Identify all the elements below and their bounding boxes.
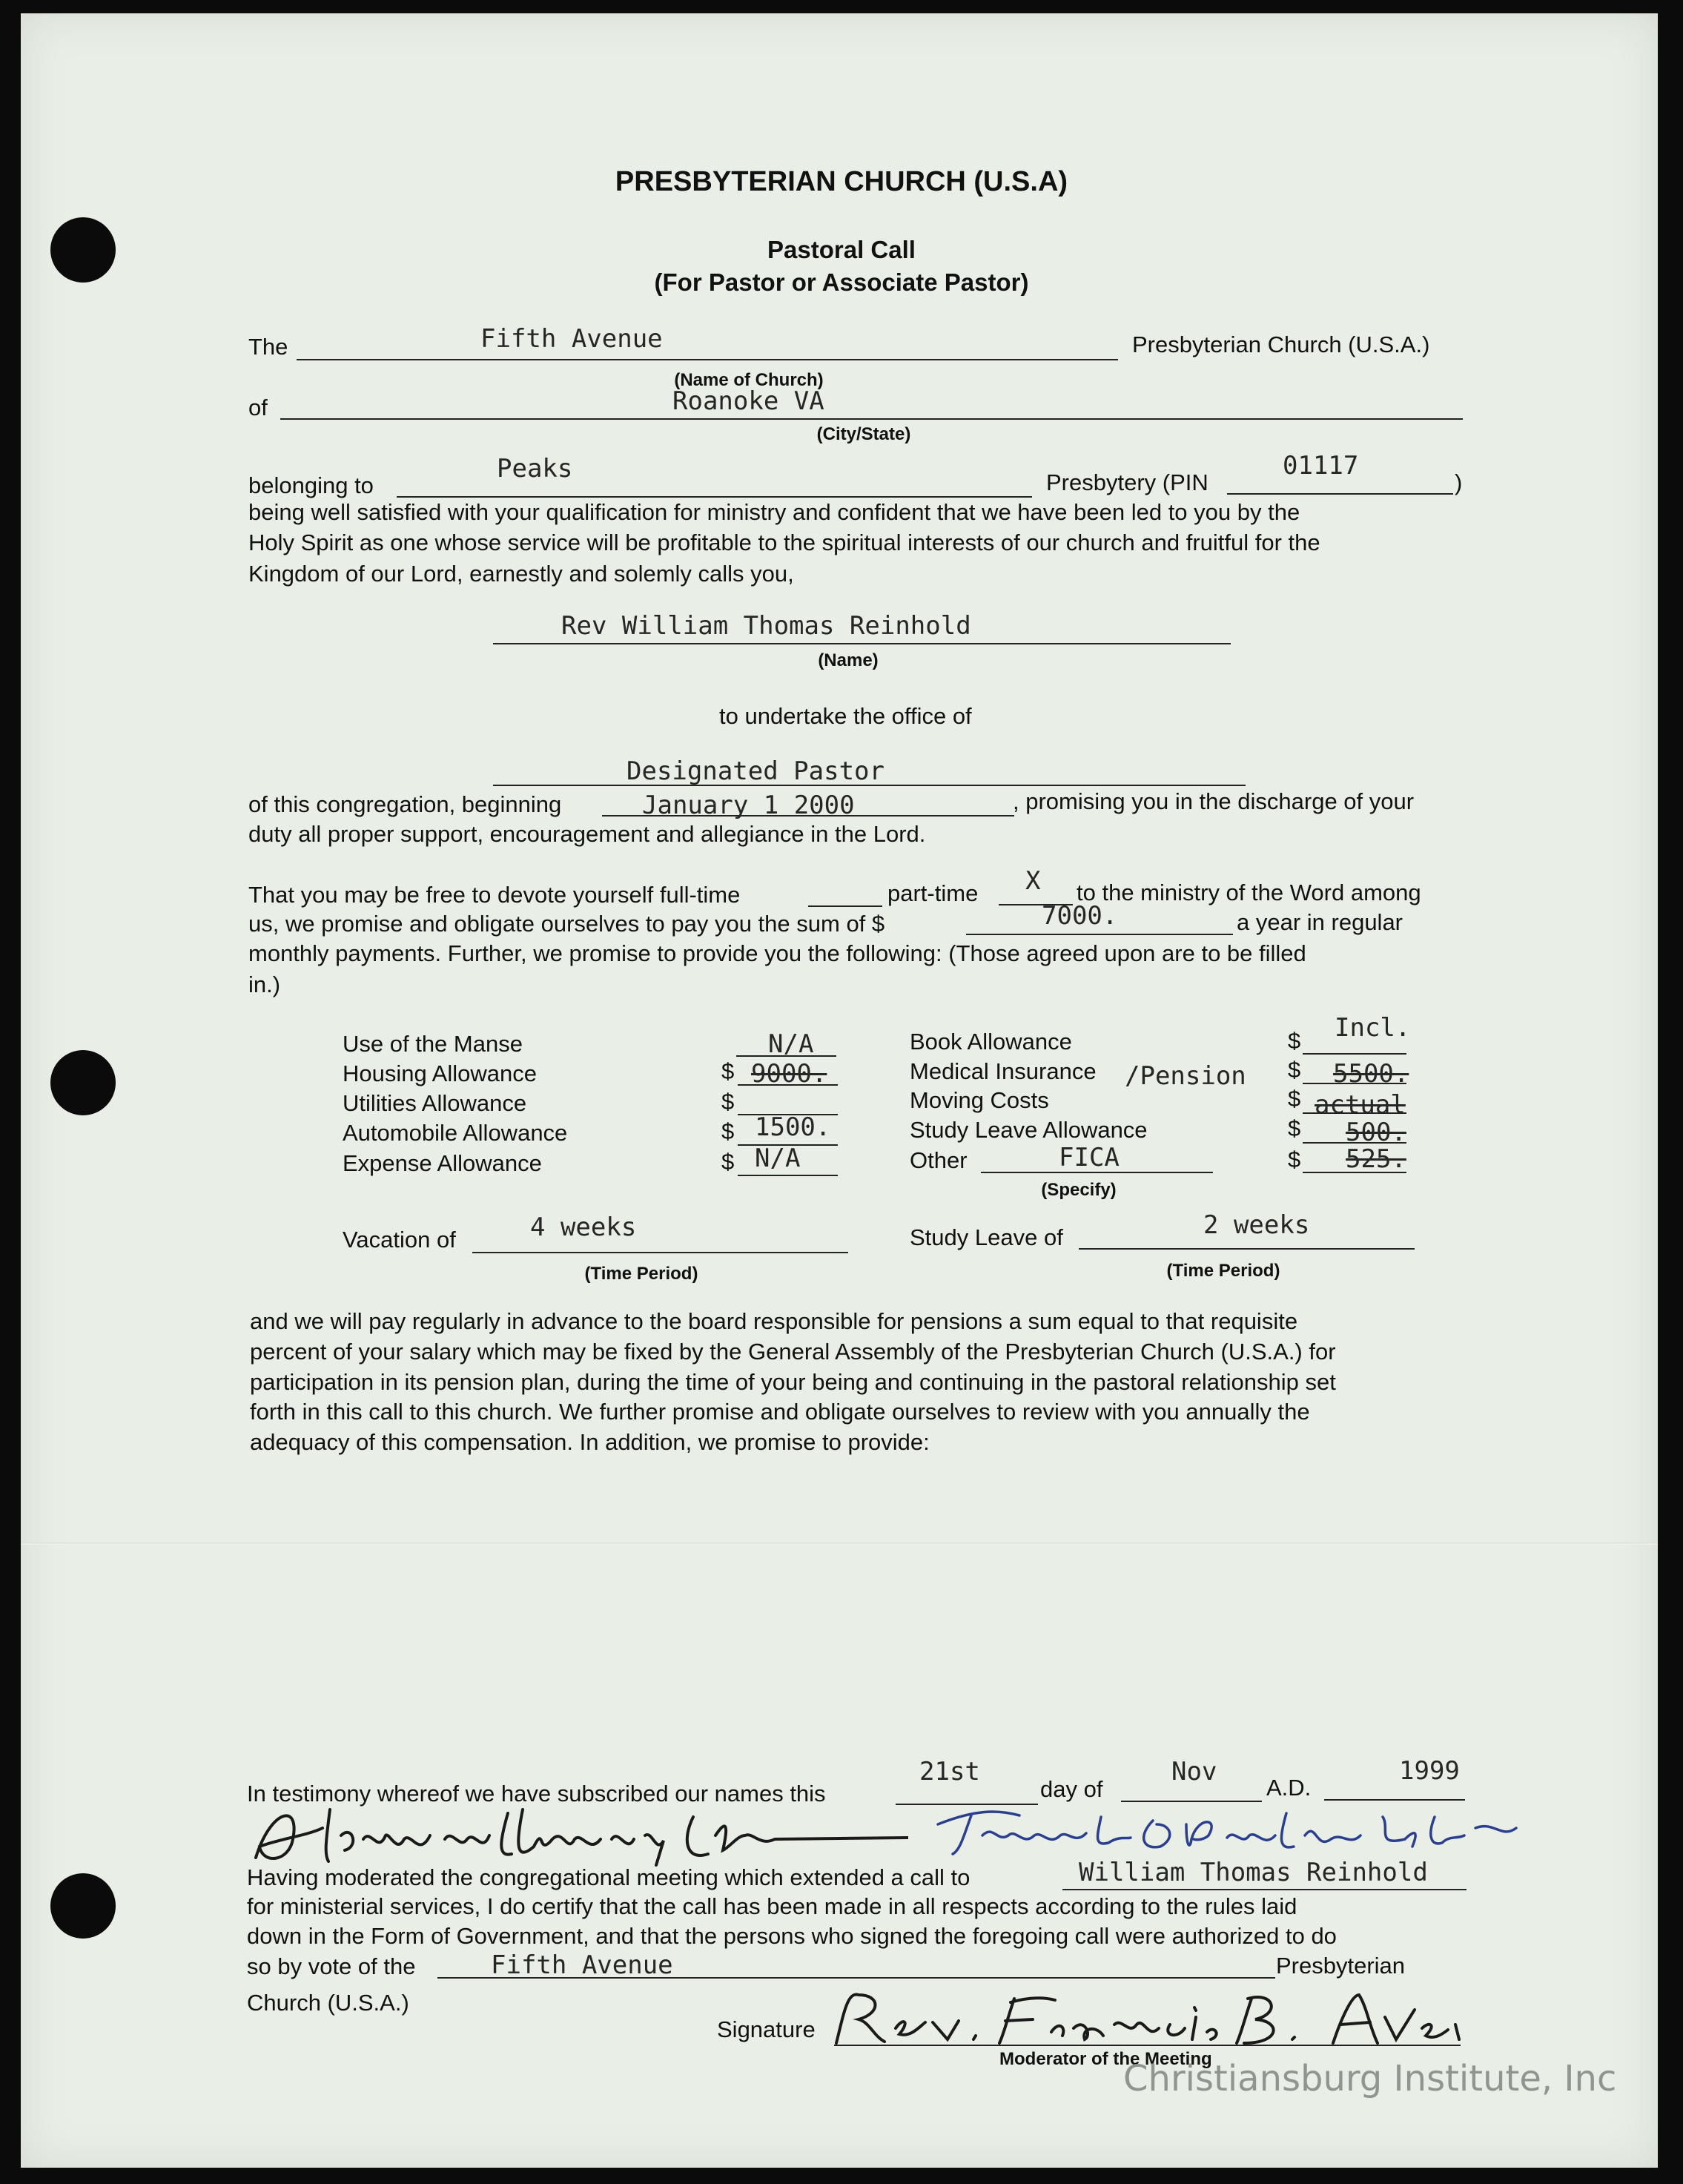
- moving-label: Moving Costs: [910, 1087, 1049, 1113]
- punch-hole-bottom: [50, 1873, 116, 1939]
- church-name-line: [297, 359, 1118, 360]
- duty-line: duty all proper support, encouragement and allegiance in the Lord.: [248, 821, 926, 847]
- called-name-field[interactable]: William Thomas Reinhold: [1079, 1858, 1428, 1887]
- comp-line2b: a year in regular: [1237, 909, 1403, 935]
- moving-value[interactable]: actual: [1315, 1090, 1406, 1120]
- city-caption: (City/State): [816, 424, 911, 444]
- city-state-field[interactable]: Roanoke VA: [672, 386, 824, 416]
- undertake-text: to undertake the office of: [719, 703, 972, 729]
- church-caption: (Name of Church): [674, 370, 824, 390]
- begin-date-field[interactable]: January 1 2000: [642, 791, 855, 820]
- punch-hole-middle: [50, 1050, 116, 1115]
- book-line: [1303, 1053, 1406, 1055]
- specify-caption: (Specify): [1041, 1180, 1117, 1200]
- housing-dollar: $: [721, 1058, 735, 1084]
- study-leave-caption: (Time Period): [1166, 1261, 1280, 1281]
- comp-line1c: to the ministry of the Word among: [1077, 880, 1421, 905]
- pension-line1: and we will pay regularly in advance to the board responsible for pensions a sum equal to that requisite: [250, 1308, 1298, 1334]
- fold-crease: [21, 1543, 1658, 1545]
- book-value[interactable]: Incl.: [1335, 1013, 1411, 1043]
- comp-line2a: us, we promise and obligate ourselves to pay you the sum of $: [248, 911, 885, 937]
- moderator-line3: down in the Form of Government, and that the persons who signed the foregoing call were authorized to do: [247, 1923, 1337, 1949]
- automobile-dollar: $: [721, 1118, 735, 1144]
- housing-label: Housing Allowance: [343, 1060, 537, 1086]
- elder-signature-2: [930, 1795, 1524, 1861]
- other-dollar: $: [1288, 1147, 1301, 1172]
- pension-line5: adequacy of this compensation. In addition, we promise to provide:: [250, 1429, 930, 1455]
- presbytery-field[interactable]: Peaks: [497, 454, 573, 484]
- study-allow-label: Study Leave Allowance: [910, 1117, 1148, 1143]
- study-leave-line: [1079, 1248, 1415, 1250]
- pin-field[interactable]: 01117: [1283, 451, 1359, 481]
- expense-value[interactable]: N/A: [755, 1144, 801, 1173]
- vacation-field[interactable]: 4 weeks: [530, 1213, 637, 1242]
- congregation-label: of this congregation, beginning: [248, 791, 562, 817]
- book-label: Book Allowance: [910, 1029, 1072, 1055]
- automobile-label: Automobile Allowance: [343, 1120, 568, 1146]
- testimony-lead: In testimony whereof we have subscribed our names this: [247, 1781, 826, 1807]
- medical-label: Medical Insurance: [910, 1058, 1097, 1084]
- pin-line: [1227, 493, 1453, 495]
- salary-line: [966, 934, 1233, 935]
- ad-label: A.D.: [1266, 1775, 1312, 1801]
- pension-line2: percent of your salary which may be fixed by the General Assembly of the Presbyterian Church (U.S.A.) for: [250, 1339, 1336, 1365]
- vote-church-field[interactable]: Fifth Avenue: [491, 1950, 673, 1980]
- manse-value[interactable]: N/A: [768, 1029, 814, 1059]
- medical-dollar: $: [1288, 1057, 1301, 1083]
- para1-line2: Holy Spirit as one whose service will be profitable to the spiritual interests of our church and fruitful for the: [248, 529, 1320, 555]
- other-spec-field[interactable]: FICA: [1059, 1143, 1120, 1172]
- study-allow-value[interactable]: 500.: [1346, 1118, 1406, 1147]
- moderator-line4a: so by vote of the: [247, 1953, 416, 1979]
- presbytery-line: [397, 496, 1032, 498]
- office-field[interactable]: Designated Pastor: [626, 756, 885, 786]
- study-allow-dollar: $: [1288, 1115, 1301, 1141]
- book-dollar: $: [1288, 1028, 1301, 1054]
- church-suffix: Presbyterian Church (U.S.A.): [1132, 331, 1430, 357]
- comp-line1b: part-time: [887, 880, 979, 906]
- pastor-name-line: [493, 643, 1231, 644]
- moderator-line5: Church (U.S.A.): [247, 1990, 409, 2016]
- para1-line3: Kingdom of our Lord, earnestly and solemly calls you,: [248, 561, 794, 587]
- comp-line3: monthly payments. Further, we promise to provide you the following: (Those agreed upon are to be filled: [248, 940, 1306, 966]
- para1-line1: being well satisfied with your qualification for ministry and confident that we have been led to you by the: [248, 499, 1300, 525]
- study-leave-label: Study Leave of: [910, 1224, 1063, 1250]
- manse-label: Use of the Manse: [343, 1031, 523, 1057]
- watermark-text: Christiansburg Institute, Inc: [1123, 2058, 1617, 2099]
- vacation-label: Vacation of: [343, 1227, 456, 1253]
- pastor-name-field[interactable]: Rev William Thomas Reinhold: [561, 611, 971, 641]
- salary-field[interactable]: 7000.: [1042, 901, 1118, 931]
- pin-close: ): [1455, 469, 1463, 495]
- presbytery-label: Presbytery (PIN: [1046, 469, 1208, 495]
- pension-line4: forth in this call to this church. We further promise and obligate ourselves to review with you annually the: [250, 1399, 1310, 1425]
- other-value[interactable]: 525.: [1346, 1144, 1406, 1174]
- housing-value[interactable]: 9000.: [751, 1059, 827, 1089]
- year-field[interactable]: 1999: [1399, 1756, 1460, 1786]
- form-title: PRESBYTERIAN CHURCH (U.S.A): [615, 166, 1068, 197]
- form-subtitle-2: (For Pastor or Associate Pastor): [654, 268, 1029, 296]
- day-field[interactable]: 21st: [919, 1757, 980, 1787]
- moderator-line2: for ministerial services, I do certify that the call has been made in all respects according to the rules laid: [247, 1893, 1297, 1919]
- fulltime-line: [808, 905, 882, 907]
- signature-caption: Moderator of the Meeting: [999, 2049, 1212, 2069]
- pension-line3: participation in its pension plan, during the time of your being and continuing in the pastoral relationship set: [250, 1369, 1336, 1395]
- called-name-line: [1062, 1889, 1467, 1890]
- form-subtitle: Pastoral Call: [767, 236, 916, 263]
- name-caption: (Name): [818, 650, 879, 670]
- moderator-line4b: Presbyterian: [1276, 1953, 1406, 1979]
- vacation-line: [472, 1252, 848, 1253]
- parttime-mark[interactable]: X: [1025, 866, 1041, 896]
- comp-line4: in.): [248, 971, 281, 997]
- comp-line1a: That you may be free to devote yourself full-time: [248, 882, 741, 908]
- day-of-label: day of: [1040, 1776, 1103, 1802]
- other-label: Other: [910, 1147, 968, 1173]
- expense-line: [738, 1175, 838, 1176]
- church-name-field[interactable]: Fifth Avenue: [480, 324, 663, 354]
- vacation-caption: (Time Period): [584, 1264, 698, 1284]
- automobile-value[interactable]: 1500.: [755, 1112, 831, 1142]
- city-line: [280, 418, 1463, 420]
- study-leave-field[interactable]: 2 weeks: [1203, 1210, 1310, 1240]
- of-label: of: [248, 395, 268, 420]
- utilities-dollar: $: [721, 1089, 735, 1115]
- moderator-line1: Having moderated the congregational meeting which extended a call to: [247, 1864, 971, 1890]
- medical-extra: /Pension: [1125, 1061, 1246, 1091]
- utilities-label: Utilities Allowance: [343, 1090, 527, 1116]
- the-label: The: [248, 334, 288, 360]
- expense-label: Expense Allowance: [343, 1150, 542, 1176]
- signature-label: Signature: [717, 2016, 816, 2042]
- belonging-label: belonging to: [248, 472, 374, 498]
- moving-dollar: $: [1288, 1086, 1301, 1112]
- medical-value[interactable]: 5500.: [1333, 1059, 1409, 1089]
- expense-dollar: $: [721, 1149, 735, 1175]
- promising-text: , promising you in the discharge of your: [1013, 788, 1415, 814]
- month-field[interactable]: Nov: [1171, 1757, 1217, 1787]
